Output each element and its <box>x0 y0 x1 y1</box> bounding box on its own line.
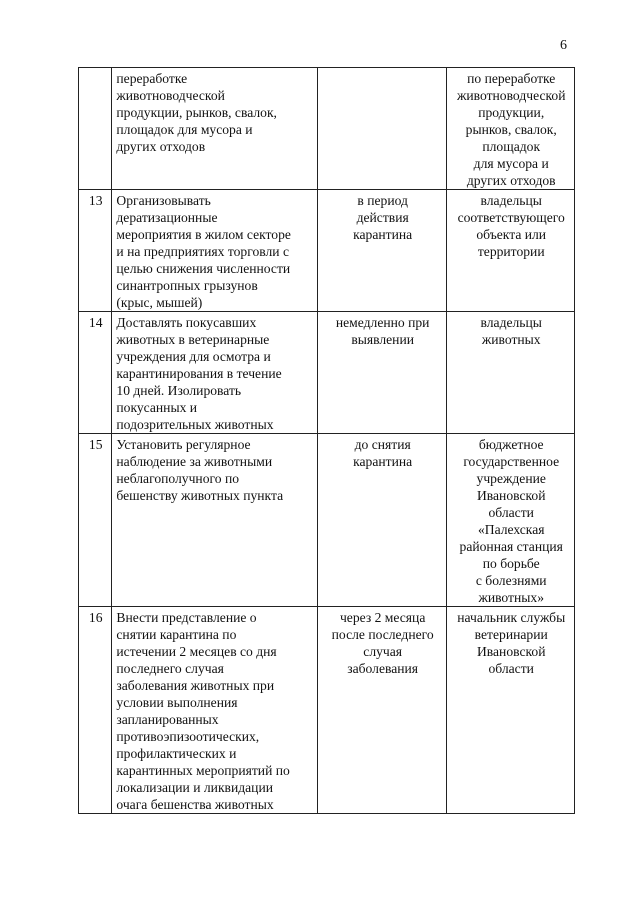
responsible-cell: владельцы животных <box>447 312 575 434</box>
row-number-cell: 15 <box>79 434 112 607</box>
responsible-cell: бюджетное государственное учреждение Ивановской области «Палехская районная станция по борьбе с болезнями животных» <box>447 434 575 607</box>
term-cell: через 2 месяца после последнего случая заболевания <box>317 607 447 814</box>
responsible-cell: владельцы соответствующего объекта или территории <box>447 190 575 312</box>
term-cell: до снятия карантина <box>317 434 447 607</box>
term-cell: немедленно при выявлении <box>317 312 447 434</box>
action-cell: Внести представление о снятии карантина по истечении 2 месяцев со дня последнего случая заболевания животных при условии выполнения запланированных противоэпизоотических, профилактических и карантинных мероприятий по локализации и ликвидации очага бешенства животных <box>112 607 317 814</box>
responsible-cell: начальник службы ветеринарии Ивановской области <box>447 607 575 814</box>
table-row <box>79 607 575 814</box>
table-row <box>79 312 575 434</box>
page-number: 6 <box>560 38 567 53</box>
responsible-cell: по переработке животноводческой продукции, рынков, свалок, площадок для мусора и других отходов <box>447 68 575 190</box>
table-row <box>79 68 575 190</box>
measures-table <box>78 67 575 814</box>
table-row <box>79 190 575 312</box>
term-cell: в период действия карантина <box>317 190 447 312</box>
table-row <box>79 434 575 607</box>
row-number-cell: 16 <box>79 607 112 814</box>
action-cell: переработке животноводческой продукции, рынков, свалок, площадок для мусора и других отходов <box>112 68 317 190</box>
action-cell: Установить регулярное наблюдение за животными неблагополучного по бешенству животных пункта <box>112 434 317 607</box>
action-cell: Доставлять покусавших животных в ветеринарные учреждения для осмотра и карантинирования в течение 10 дней. Изолировать покусанных и подозрительных животных <box>112 312 317 434</box>
term-cell <box>317 68 447 190</box>
row-number-cell <box>79 68 112 190</box>
row-number-cell: 14 <box>79 312 112 434</box>
row-number-cell: 13 <box>79 190 112 312</box>
action-cell: Организовывать дератизационные мероприятия в жилом секторе и на предприятиях торговли с целью снижения численности синантропных грызунов (крыс, мышей) <box>112 190 317 312</box>
